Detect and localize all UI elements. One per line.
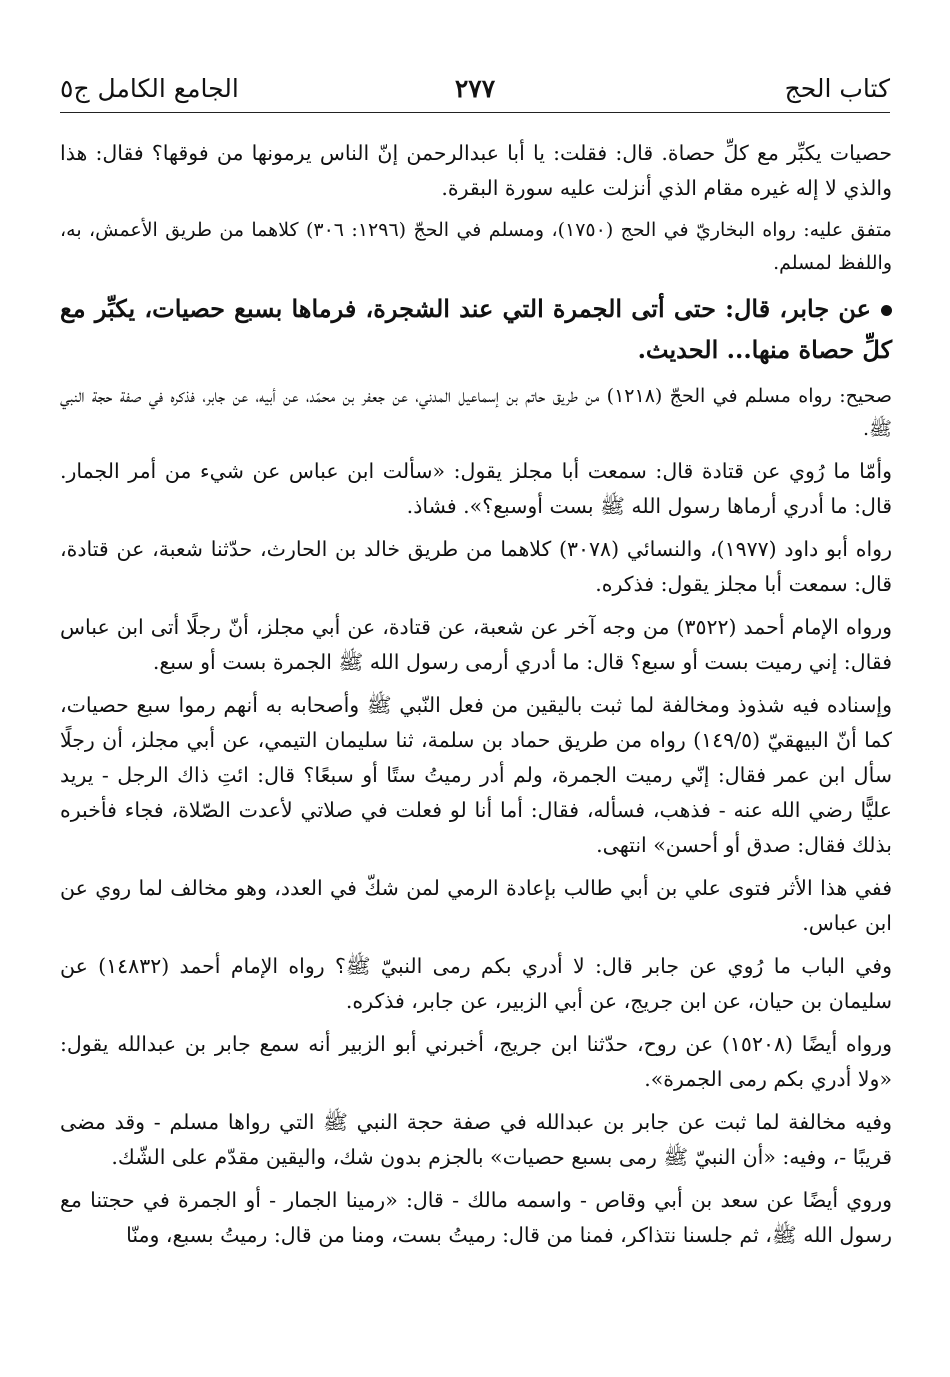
paragraph-8: وإسناده فيه شذوذ ومخالفة لما ثبت باليقين من فعل النّبي ﷺ وأصحابه به أنهم رموا سبع حصيات، كما أنّ البيهقيّ (١٤٩/٥) رواه من طريق حماد بن سلمة، ثنا سليمان التيمي، عن أبي مجلز، أن رجلًا سأل ابن عمر فقال: إنّي رميت الجمرة، ولم أدر رميتُ ستًا أو سبعًا؟ قال: ائتِ ذاك الرجل - يريد عليًّا رضي الله عنه - فذهب، فسأله، فقال: أما أنا لو فعلت في صلاتي لأعدت الصّلاة، فجاء فأخبره بذلك فقال: صدق أو أحسن» انتهى.	[60, 693, 892, 857]
paragraph-1: حصيات يكبِّر مع كلِّ حصاة. قال: فقلت: يا أبا عبدالرحمن إنّ الناس يرمونها من فوقها؟ فقال: هذا والذي لا إله غيره مقام الذي أنزلت عليه سورة البقرة.	[60, 141, 892, 200]
paragraph-11: ورواه أيضًا (١٥٢٠٨) عن روح، حدّثنا ابن جريج، أخبرني أبو الزبير أنه سمع جابر بن عبدالله يقول: «ولا أدري بكم رمى الجمرة».	[60, 1032, 893, 1091]
page-body	[60, 136, 892, 1261]
paragraph-10: وفي الباب ما رُوي عن جابر قال: لا أدري بكم رمى النبيّ ﷺ؟ رواه الإمام أحمد (١٤٨٣٢) عن سليمان بن حيان، عن ابن جريج، عن أبي الزبير، عن جابر، فذكره.	[60, 954, 892, 1013]
paragraph-9: ففي هذا الأثر فتوى علي بن أبي طالب بإعادة الرمي لمن شكّ في العدد، وهو مخالف لما روي عن ابن عباس.	[60, 876, 892, 935]
paragraph-5: وأمّا ما رُوي عن قتادة قال: سمعت أبا مجلز يقول: «سألت ابن عباس عن شيء من أمر الجمار. قال: ما أدري أرماها رسول الله ﷺ بست أوسبع؟». فشاذ.	[60, 459, 892, 518]
bullet-icon	[881, 305, 892, 316]
paragraph-6: رواه أبو داود (١٩٧٧)، والنسائي (٣٠٧٨) كلاهما من طريق خالد بن الحارث، حدّثنا شعبة، عن قتادة، قال: سمعت أبا مجلز يقول: فذكره.	[60, 537, 892, 596]
book-title: كتاب الحج	[784, 74, 890, 103]
hadith-text: عن جابر، قال: حتى أتى الجمرة التي عند الشجرة، فرماها بسبع حصيات، يكبِّر مع كلِّ حصاة منها... الحديث.	[60, 294, 892, 364]
paragraph-12: وفيه مخالفة لما ثبت عن جابر بن عبدالله في صفة حجة النبي ﷺ التي رواها مسلم - وقد مضى قريبًا -، وفيه: «أن النبيّ ﷺ رمى بسبع حصيات» بالجزم بدون شك، واليقين مقدّم على الشّك.	[60, 1110, 892, 1169]
series-title: الجامع الكامل ج٥	[60, 74, 239, 103]
paragraph-takhrij-2: صحيح: رواه مسلم في الحجّ (١٢١٨) من طريق حاتم بن إسماعيل المدني، عن جعفر بن محمّد، عن أبيه، عن جابر، فذكره في صفة حجة النبي ﷺ.	[60, 385, 892, 440]
page-header	[60, 72, 890, 113]
paragraph-takhrij-1: متفق عليه: رواه البخاريّ في الحج (١٧٥٠)، ومسلم في الحجّ (١٢٩٦: ٣٠٦) كلاهما من طريق الأعمش، به، واللفظ لمسلم.	[60, 219, 892, 274]
paragraph-13: وروي أيضًا عن سعد بن أبي وقاص - واسمه مالك - قال: «رمينا الجمار - أو الجمرة في حجتنا مع رسول الله ﷺ، ثم جلسنا نتذاكر، فمنا من قال: رميتُ بست، ومنا من قال: رميتُ بسبع، ومنّا	[60, 1188, 892, 1247]
page-number: ٢٧٧	[454, 74, 496, 103]
paragraph-7: ورواه الإمام أحمد (٣٥٢٢) من وجه آخر عن شعبة، عن قتادة، عن أبي مجلز، أنّ رجلًا أتى ابن عباس فقال: إني رميت بست أو سبع؟ قال: ما أدري أرمى رسول الله ﷺ الجمرة بست أو سبع.	[60, 615, 893, 674]
hadith-paragraph	[60, 288, 892, 370]
